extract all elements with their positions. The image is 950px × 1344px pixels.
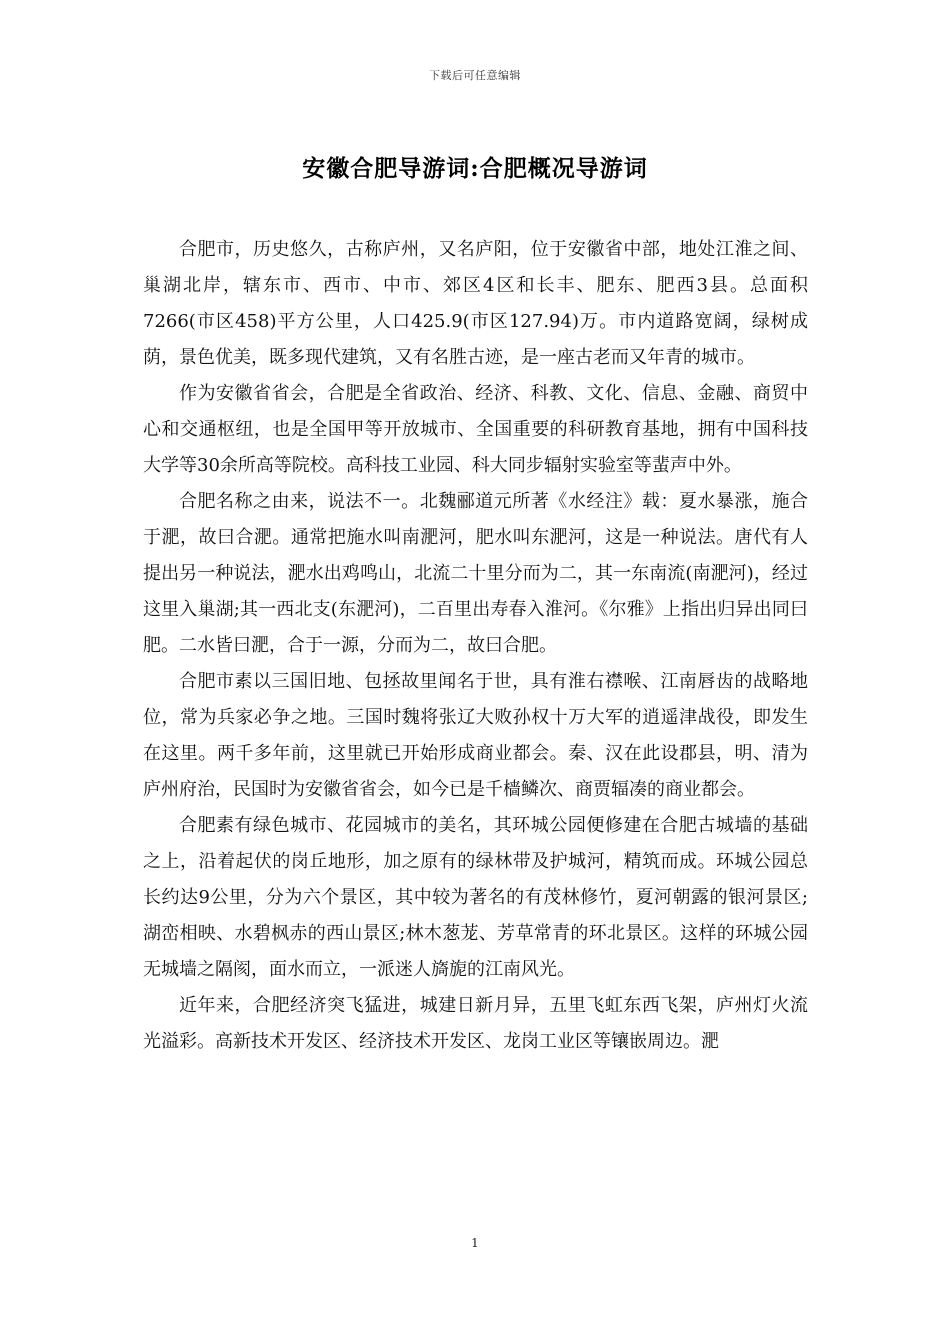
page-number: 1: [471, 1236, 479, 1250]
document-body: [143, 232, 808, 1060]
paragraph-city-park: 合肥素有绿色城市、花园城市的美名，其环城公园便修建在合肥古城墙的基础之上，沿着起伏的岗丘地形，加之原有的绿林带及护城河，精筑而成。环城公园总长约达9公里，分为六个景区，其中较为著名的有茂林修竹，夏河朝露的银河景区;湖峦相映、水碧枫赤的西山景区;林木葱茏、芳草常青的环北景区。这样的环城公园无城墙之隔阂，面水而立，一派迷人旖旎的江南风光。: [143, 815, 808, 980]
paragraph-provincial-capital: 作为安徽省省会，合肥是全省政治、经济、科教、文化、信息、金融、商贸中心和交通枢纽，也是全国甲等开放城市、全国重要的科研教育基地，拥有中国科技大学等30余所高等院校。高科技工业园、科大同步辐射实验室等蜚声中外。: [143, 383, 808, 476]
paragraph-overview: 合肥市，历史悠久，古称庐州，又名庐阳，位于安徽省中部，地处江淮之间、巢湖北岸，辖东市、西市、中市、郊区4区和长丰、肥东、肥西3县。总面积7266(市区458)平方公里，人口425.9(市区127.94)万。市内道路宽阔，绿树成荫，景色优美，既多现代建筑，又有名胜古迹，是一座古老而又年青的城市。: [143, 239, 808, 368]
paragraph-history: 合肥市素以三国旧地、包拯故里闻名于世，具有淮右襟喉、江南唇齿的战略地位，常为兵家必争之地。三国时魏将张辽大败孙权十万大军的逍遥津战役，即发生在这里。两千多年前，这里就已开始形成商业都会。秦、汉在此设郡县，明、清为庐州府治，民国时为安徽省省会，如今已是千樯鳞次、商贾辐凑的商业都会。: [143, 671, 808, 800]
page-title: 安徽合肥导游词:合肥概况导游词: [302, 155, 648, 182]
header-note: 下载后可任意编辑: [429, 69, 521, 82]
paragraph-name-origin: 合肥名称之由来，说法不一。北魏郦道元所著《水经注》载：夏水暴涨，施合于淝，故曰合淝。通常把施水叫南淝河，肥水叫东淝河，这是一种说法。唐代有人提出另一种说法，淝水出鸡鸣山，北流二十里分而为二，其一东南流(南淝河)，经过这里入巢湖;其一西北支(东淝河)，二百里出寿春入淮河。《尔雅》上指出归异出同曰肥。二水皆曰淝，合于一源，分而为二，故曰合肥。: [143, 491, 808, 656]
paragraph-recent-development: 近年来，合肥经济突飞猛进，城建日新月异，五里飞虹东西飞架，庐州灯火流光溢彩。高新技术开发区、经济技术开发区、龙岗工业区等镶嵌周边。淝: [143, 995, 808, 1052]
